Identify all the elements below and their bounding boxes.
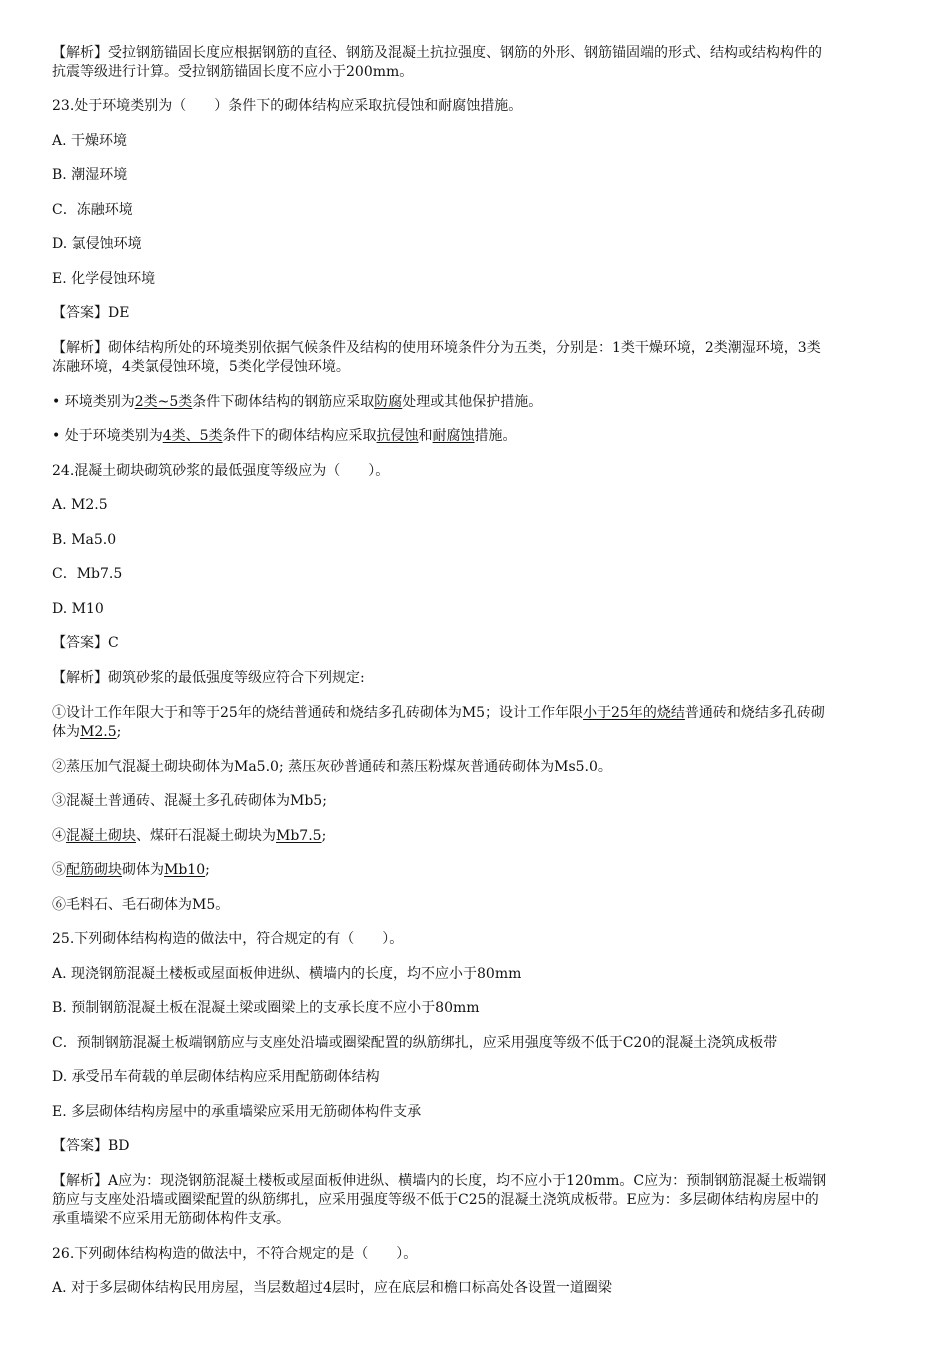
q26-stem: 26.下列砌体结构构造的做法中，不符合规定的是（ ）。 [52, 1246, 418, 1262]
q24-rule-5: ⑤配筋砌块砌体为Mb10; [52, 862, 210, 878]
q25-analysis-line-1: 【解析】A应为：现浇钢筋混凝土楼板或屋面板伸进纵、横墙内的长度，均不应小于120mm。C应为：预制钢筋混凝土板端钢 [52, 1173, 827, 1189]
q24-rule-6: ⑥毛料石、毛石砌体为M5。 [52, 897, 230, 913]
q23-option-e: E. 化学侵蚀环境 [52, 271, 156, 287]
q23-bullet-1: • 环境类别为2类~5类条件下砌体结构的钢筋应采取防腐处理或其他保护措施。 [52, 394, 543, 410]
q24-rule-1-line-2: 体为M2.5; [52, 724, 122, 740]
q23-option-c: C．冻融环境 [52, 202, 133, 218]
q24-option-a: A. M2.5 [52, 497, 108, 513]
q25-stem: 25.下列砌体结构构造的做法中，符合规定的有（ ）。 [52, 931, 404, 947]
q25-option-b: B. 预制钢筋混凝土板在混凝土梁或圈梁上的支承长度不应小于80mm [52, 1000, 480, 1016]
q24-rule-3: ③混凝土普通砖、混凝土多孔砖砌体为Mb5; [52, 793, 327, 809]
q24-rule-1-line-1: ①设计工作年限大于和等于25年的烧结普通砖和烧结多孔砖砌体为M5；设计工作年限小于25年的烧结普通砖和烧结多孔砖砌 [52, 705, 825, 721]
q25-answer: 【答案】BD [52, 1138, 130, 1154]
q22-analysis-line-2: 抗震等级进行计算。受拉钢筋锚固长度不应小于200mm。 [52, 64, 414, 80]
q26-option-a: A. 对于多层砌体结构民用房屋，当层数超过4层时，应在底层和檐口标高处各设置一道圈梁 [52, 1280, 612, 1296]
q25-option-d: D. 承受吊车荷载的单层砌体结构应采用配筋砌体结构 [52, 1069, 380, 1085]
q24-option-c: C．Mb7.5 [52, 566, 123, 582]
q22-analysis-line-1: 【解析】受拉钢筋锚固长度应根据钢筋的直径、钢筋及混凝土抗拉强度、钢筋的外形、钢筋锚固端的形式、结构或结构构件的 [52, 45, 822, 61]
q24-option-d: D. M10 [52, 601, 104, 617]
q23-option-d: D. 氯侵蚀环境 [52, 236, 142, 252]
q25-analysis-line-3: 承重墙梁不应采用无筋砌体构件支承。 [52, 1211, 290, 1227]
q23-option-b: B. 潮湿环境 [52, 167, 128, 183]
q23-bullet-2: • 处于环境类别为4类、5类条件下的砌体结构应采取抗侵蚀和耐腐蚀措施。 [52, 428, 517, 444]
q23-stem: 23.处于环境类别为（ ）条件下的砌体结构应采取抗侵蚀和耐腐蚀措施。 [52, 98, 523, 114]
q23-analysis-line-1: 【解析】砌体结构所处的环境类别依据气候条件及结构的使用环境条件分为五类，分别是：1类干燥环境，2类潮湿环境，3类 [52, 340, 821, 356]
q25-option-c: C．预制钢筋混凝土板端钢筋应与支座处沿墙或圈梁配置的纵筋绑扎，应采用强度等级不低于C20的混凝土浇筑成板带 [52, 1035, 778, 1051]
q25-option-e: E. 多层砌体结构房屋中的承重墙梁应采用无筋砌体构件支承 [52, 1104, 422, 1120]
q24-answer: 【答案】C [52, 635, 119, 651]
q24-rule-4: ④混凝土砌块、煤矸石混凝土砌块为Mb7.5; [52, 828, 327, 844]
q24-stem: 24.混凝土砌块砌筑砂浆的最低强度等级应为（ ）。 [52, 463, 390, 479]
q24-option-b: B. Ma5.0 [52, 532, 117, 548]
q25-analysis-line-2: 筋应与支座处沿墙或圈梁配置的纵筋绑扎，应采用强度等级不低于C25的混凝土浇筑成板带。E应为：多层砌体结构房屋中的 [52, 1192, 819, 1208]
q24-rule-2: ②蒸压加气混凝土砌块砌体为Ma5.0; 蒸压灰砂普通砖和蒸压粉煤灰普通砖砌体为Ms5.0。 [52, 759, 612, 775]
q23-analysis-line-2: 冻融环境，4类氯侵蚀环境，5类化学侵蚀环境。 [52, 359, 350, 375]
q24-analysis: 【解析】砌筑砂浆的最低强度等级应符合下列规定: [52, 670, 365, 686]
q25-option-a: A. 现浇钢筋混凝土楼板或屋面板伸进纵、横墙内的长度，均不应小于80mm [52, 966, 522, 982]
q23-option-a: A. 干燥环境 [52, 133, 128, 149]
q23-answer: 【答案】DE [52, 305, 130, 321]
